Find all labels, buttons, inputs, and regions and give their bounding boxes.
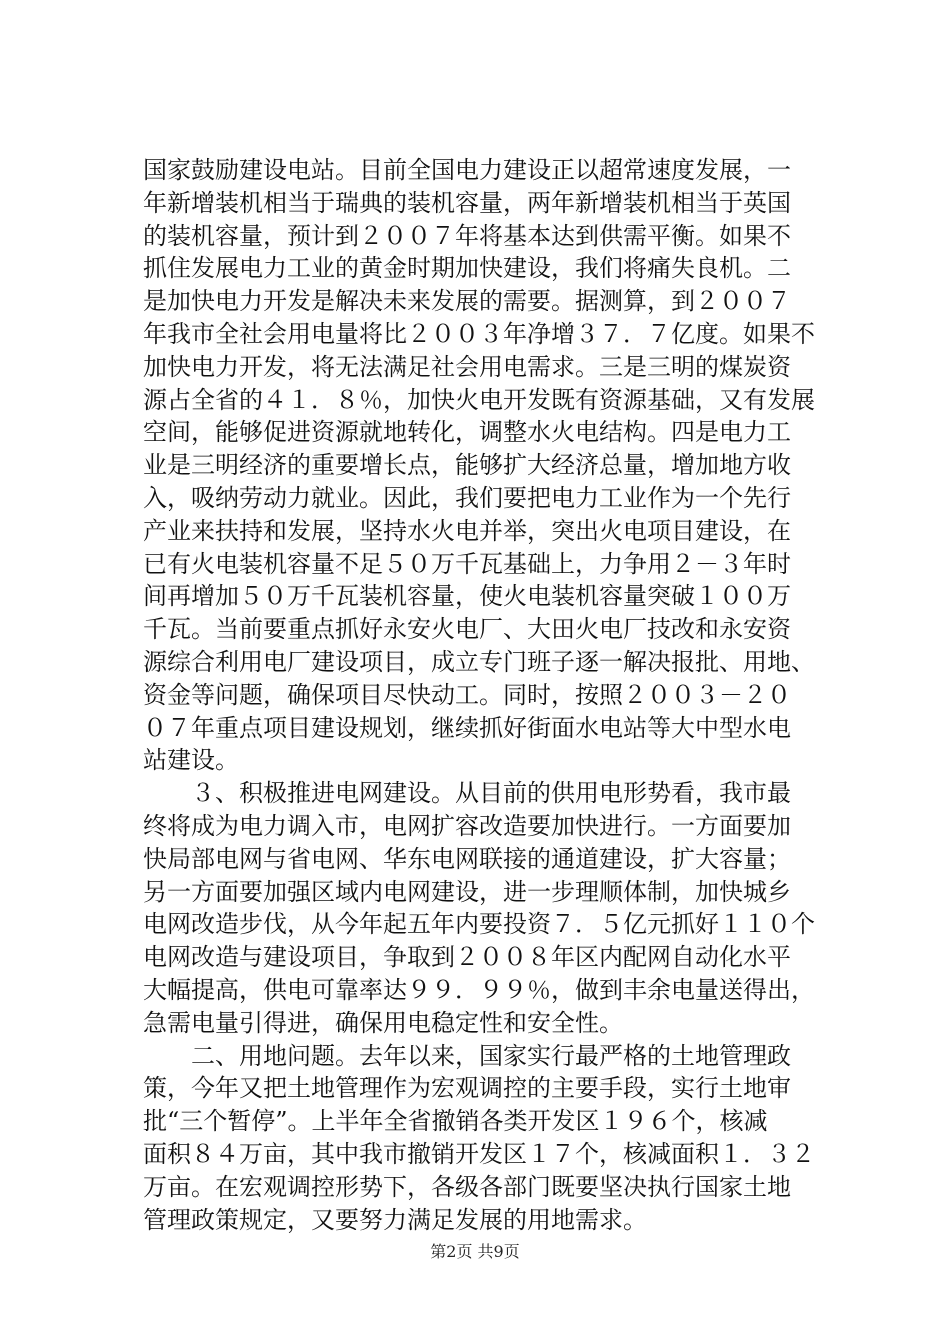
text-line: 面积８４万亩，其中我市撤销开发区１７个，核减面积１．３２ [143, 1139, 815, 1168]
text-line: 空间，能够促进资源就地转化，调整水火电结构。四是电力工 [143, 418, 791, 447]
text-line: 电网改造与建设项目，争取到２００８年区内配网自动化水平 [143, 943, 791, 972]
text-line: 另一方面要加强区域内电网建设，进一步理顺体制，加快城乡 [143, 877, 791, 906]
text-line: 二、用地问题。去年以来，国家实行最严格的土地管理政 [143, 1041, 791, 1070]
text-line: 管理政策规定，又要努力满足发展的用地需求。 [143, 1205, 647, 1234]
text-line: 加快电力开发，将无法满足社会用电需求。三是三明的煤炭资 [143, 352, 791, 381]
text-line: 终将成为电力调入市，电网扩容改造要加快进行。一方面要加 [143, 811, 791, 840]
text-line: 批“三个暂停”。上半年全省撤销各类开发区１９６个，核减 [143, 1107, 768, 1136]
text-line: 急需电量引得进，确保用电稳定性和安全性。 [143, 1008, 623, 1037]
text-line: 产业来扶持和发展，坚持水火电并举，突出火电项目建设，在 [143, 516, 791, 545]
text-line: 国家鼓励建设电站。目前全国电力建设正以超常速度发展，一 [143, 156, 791, 184]
text-line: 千瓦。当前要重点抓好永安火电厂、大田火电厂技改和永安资 [143, 615, 791, 644]
text-line: ３、积极推进电网建设。从目前的供用电形势看，我市最 [143, 779, 791, 808]
text-line: ０７年重点项目建设规划，继续抓好街面水电站等大中型水电 [143, 713, 791, 742]
text-line: 万亩。在宏观调控形势下，各级各部门既要坚决执行国家土地 [143, 1172, 791, 1201]
text-line: 电网改造步伐，从今年起五年内要投资７．５亿元抓好１１０个 [143, 910, 815, 939]
text-line: 快局部电网与省电网、华东电网联接的通道建设，扩大容量； [143, 844, 791, 873]
text-line: 源占全省的４１．８％，加快火电开发既有资源基础，又有发展 [143, 385, 815, 414]
text-line: 年我市全社会用电量将比２００３年净增３７．７亿度。如果不 [143, 319, 815, 348]
text-line: 已有火电装机容量不足５０万千瓦基础上，力争用２－３年时 [143, 549, 791, 578]
text-line: 抓住发展电力工业的黄金时期加快建设，我们将痛失良机。二 [143, 254, 791, 283]
text-line: 年新增装机相当于瑞典的装机容量，两年新增装机相当于英国 [143, 188, 791, 217]
page-footer: 第2页 共9页 [430, 1242, 520, 1261]
text-line: 策，今年又把土地管理作为宏观调控的主要手段，实行土地审 [143, 1074, 791, 1103]
text-line: 站建设。 [143, 746, 239, 775]
text-line: 资金等问题，确保项目尽快动工。同时，按照２００３－２０ [143, 680, 791, 709]
text-line: 源综合利用电厂建设项目，成立专门班子逐一解决报批、用地、 [143, 647, 815, 676]
body-text [143, 154, 843, 1236]
text-line: 大幅提高，供电可靠率达９９．９９％，做到丰余电量送得出， [143, 975, 815, 1004]
text-line: 入，吸纳劳动力就业。因此，我们要把电力工业作为一个先行 [143, 483, 791, 512]
text-line: 间再增加５０万千瓦装机容量，使火电装机容量突破１００万 [143, 582, 791, 611]
text-line: 的装机容量，预计到２００７年将基本达到供需平衡。如果不 [143, 221, 791, 250]
text-line: 是加快电力开发是解决未来发展的需要。据测算，到２００７ [143, 287, 791, 316]
text-line: 业是三明经济的重要增长点，能够扩大经济总量，增加地方收 [143, 451, 791, 480]
